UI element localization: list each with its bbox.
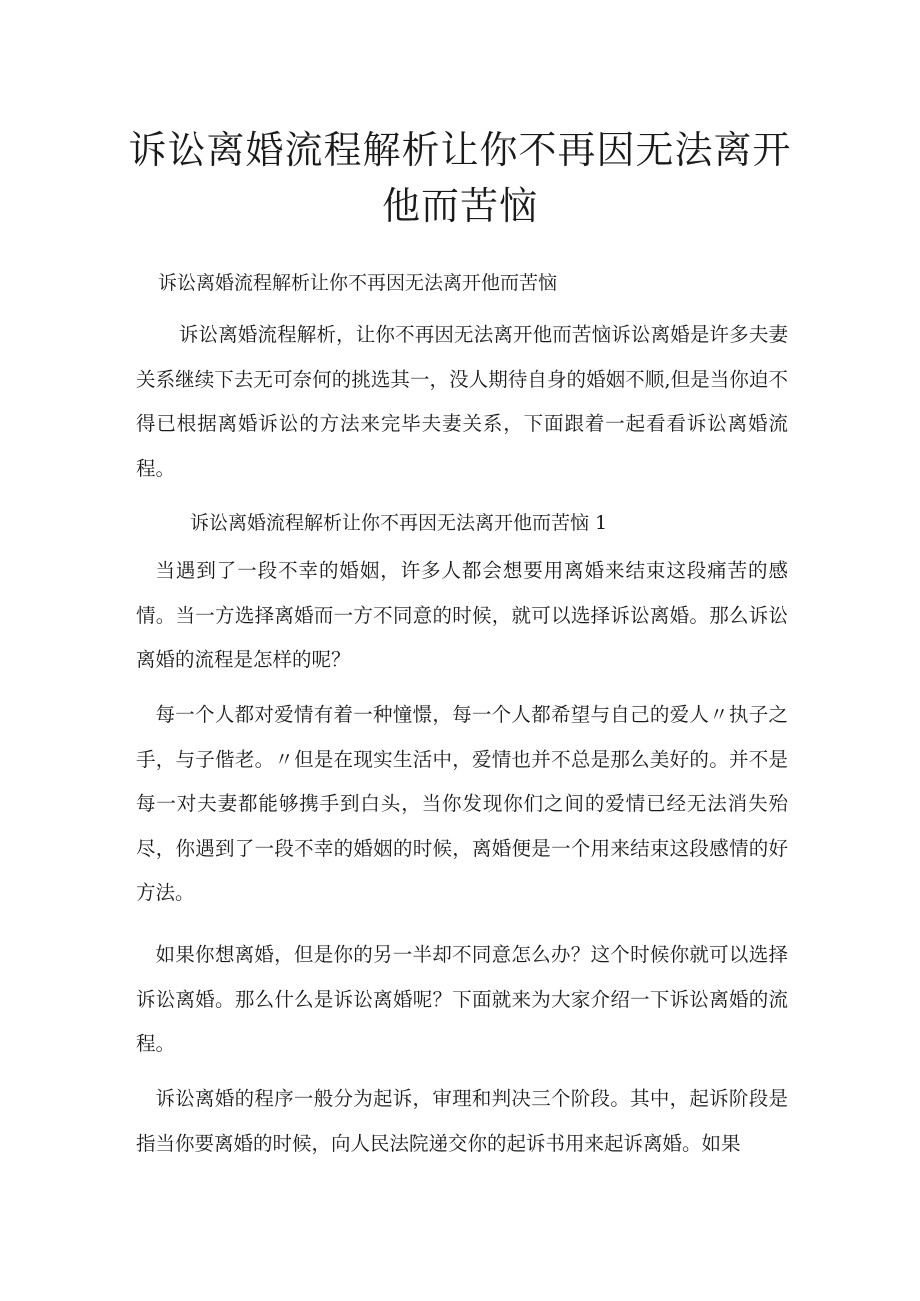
document-title: 诉讼离婚流程解析让你不再因无法离开他而苦恼 — [128, 128, 792, 228]
body-paragraph: 每一个人都对爱情有着一种憧憬，每一个人都希望与自己的爱人〃执子之手，与子偕老。〃但是在现实生活中，爱情也并不总是那么美好的。并不是每一对夫妻都能够携手到白头，当你发现你们之间的爱情已经无法消失殆尽，你遇到了一段不幸的婚姻的时候，离婚便是一个用来结束这段感情的好方法。 — [136, 703, 788, 904]
section-heading: 诉讼离婚流程解析让你不再因无法离开他而苦恼 1 — [190, 512, 608, 534]
intro-paragraph: 诉讼离婚流程解析，让你不再因无法离开他而苦恼诉讼离婚是许多夫妻关系继续下去无可奈何的挑选其一，没人期待自身的婚姻不顺,但是当你迫不得已根据离婚诉讼的方法来完毕夫妻关系，下面跟着一起看看诉讼离婚流程。 — [136, 323, 788, 480]
body-paragraph: 如果你想离婚，但是你的另一半却不同意怎么办？这个时候你就可以选择诉讼离婚。那么什么是诉讼离婚呢？下面就来为大家介绍一下诉讼离婚的流程。 — [136, 943, 788, 1055]
document-subtitle: 诉讼离婚流程解析让你不再因无法离开他而苦恼 — [158, 272, 558, 294]
body-paragraph: 当遇到了一段不幸的婚姻，许多人都会想要用离婚来结束这段痛苦的感情。当一方选择离婚而一方不同意的时候，就可以选择诉讼离婚。那么诉讼离婚的流程是怎样的呢？ — [136, 559, 788, 671]
body-paragraph: 诉讼离婚的程序一般分为起诉，审理和判决三个阶段。其中，起诉阶段是指当你要离婚的时候，向人民法院递交你的起诉书用来起诉离婚。如果 — [136, 1087, 788, 1155]
